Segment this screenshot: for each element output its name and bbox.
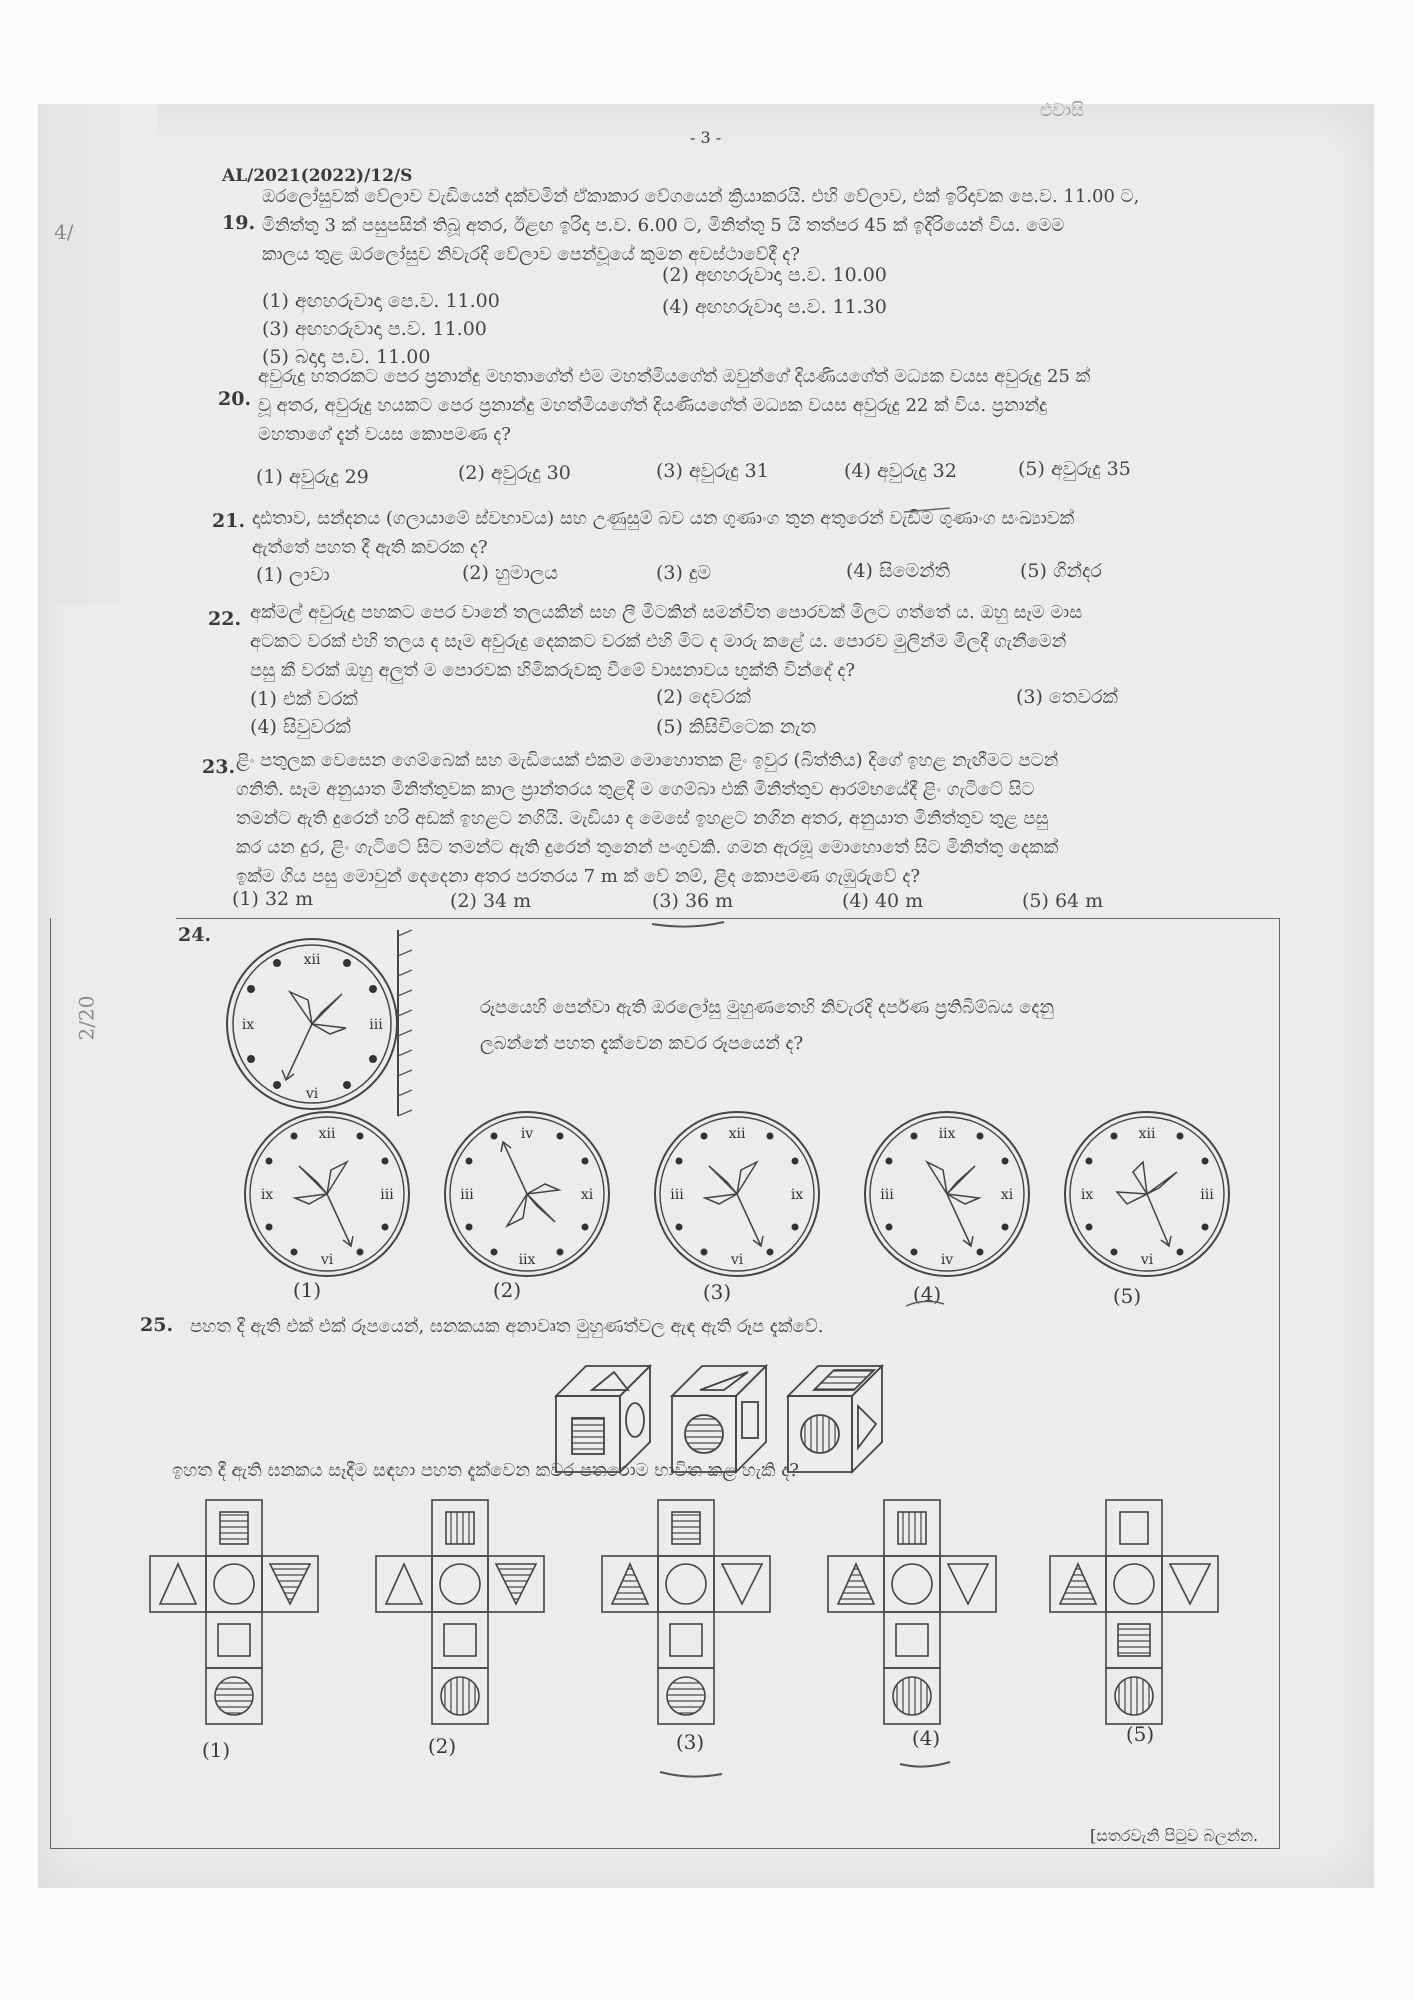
option: (1) අවුරුදු 29 (256, 466, 369, 488)
option: (4) සිමෙන්ති (846, 560, 951, 582)
option: (2) දෙවරක් (656, 686, 751, 708)
clock-numeral: xii (303, 952, 321, 968)
clock-numeral: iii (670, 1187, 684, 1203)
net-caption: (3) (675, 1730, 705, 1754)
clock-numeral: iix (518, 1252, 536, 1268)
question-number: 21. (212, 510, 246, 532)
option: (4) 40 m (842, 890, 924, 912)
clock-numeral: iii (380, 1187, 394, 1203)
page-number: - 3 - (690, 128, 722, 147)
option: (3) දුම (656, 562, 712, 584)
clock-numeral: iii (880, 1187, 894, 1203)
option: (5) කිසිවිටෙක නැත (656, 716, 816, 738)
option-caption: (5) (1112, 1284, 1142, 1308)
question-21-text: දෘඪතාව, සන්දනය (ගලායාමේ ස්වභාවය) සහ උණුසුම් බව යන ගුණාංග තුන අතුරෙන් වැඩිම ගුණාංග සංඛ්‍යාවක් ඇත්තේ පහත දී ඇති කවරක ද? (252, 508, 1075, 558)
clock-numeral: ix (1080, 1187, 1094, 1203)
clock-numeral: xii (1138, 1126, 1156, 1142)
paper-code: AL/2021(2022)/12/S (222, 166, 413, 186)
question-number: 23. (202, 756, 236, 778)
option: (3) 36 m (652, 890, 734, 912)
margin-note: 2/20 (74, 995, 99, 1041)
clock-numeral: iii (1200, 1187, 1214, 1203)
option: (2) 34 m (450, 890, 532, 912)
option: (5) බදාදා ප.ව. 11.00 (262, 346, 431, 368)
question-24-text: රූපයෙහි පෙන්වා ඇති ඔරලෝසු මුහුණතෙහි නිවැරදි දර්පණ ප්‍රතිබිම්බය දෙනු ලබන්නේ පහත දැක්වෙන කවර රූපයෙන් ද? (480, 997, 1054, 1054)
option: (1) 32 m (232, 888, 314, 910)
option: (5) ගින්දර (1020, 560, 1102, 582)
clock-numeral: ix (790, 1187, 804, 1203)
net-caption: (4) (911, 1726, 941, 1750)
option: (3) තෙවරක් (1016, 686, 1118, 708)
clock-numeral: vi (305, 1086, 319, 1102)
option: (4) සිවුවරක් (250, 716, 351, 738)
clock-numeral: iv (520, 1126, 534, 1142)
option: (4) අවුරුදු 32 (844, 460, 957, 482)
clock-numeral: ix (241, 1017, 255, 1033)
top-stamp: ළුවාසි (1040, 100, 1084, 121)
question-number: 24. (178, 924, 212, 946)
net-caption: (5) (1125, 1722, 1155, 1746)
clock-numeral: ix (260, 1187, 274, 1203)
option-caption: (1) (292, 1278, 322, 1302)
question-19-text: ඔරලෝසුවක් වේලාව වැඩියෙන් දක්වමින් ඒකාකාර වේගයෙන් ක්‍රියාකරයි. එහි වේලාව, එක් ඉරිදාවක පෙ.ව. 11.00 ට, මිනිත්තු 3 ක් පසුපසින් තිබූ අතර, ඊළඟ ඉරිදා ප.ව. 6.00 ට, මිනිත්තු 5 යි තත්පර 45 ක් ඉදිරියෙන් විය. මෙම කාලය තුළ ඔරලෝසුව නිවැරදි වේලාව පෙන්වූයේ කුමන අවස්ථාවේදී ද? (262, 186, 1140, 265)
question-20-text: අවුරුදු හතරකට පෙර ප්‍රනාන්දු මහතාගේත් එම මහත්මියගේත් ඔවුන්ගේ දියණියගේත් මධ්‍යක වයස අවුරුදු 25 ක් වූ අතර, අවුරුදු හයකට පෙර ප්‍රනාන්දු මහත්මියගේත් දියණියගේත් මධ්‍යක වයස අවුරුදු 22 ක් විය. ප්‍රනාන්දු මහතාගේ දැන් වයස කොපමණ ද? (258, 366, 1091, 445)
clock-numeral: iix (938, 1126, 956, 1142)
clock-numeral: vi (730, 1252, 744, 1268)
clock-numeral: vi (320, 1252, 334, 1268)
option-caption: (4) (912, 1282, 942, 1306)
option: (1) අඟහරුවාදා පෙ.ව. 11.00 (262, 290, 500, 312)
question-number: 25. (140, 1314, 174, 1336)
question-23-text: ළිං පතුලක වෙසෙන ගෙම්බෙක් සහ මැඩියෙක් එකම මොහොතක ළිං ඉවුර (බිත්තිය) දිගේ ඉහළ නැඟීමට පටන් ගනිති. සෑම අනුයාත මිනිත්තුවක කාල ප්‍රාන්තරය තුළදී ම ගෙම්බා එකී මිනිත්තුව ආරම්භයේදී ළිං ගැටිටේ සිට තමන්ට ඇති දුරෙන් හරි අඩක් ඉහළට නගියි. මැඩියා ද මෙසේ ඉහළට නගින අතර, අනුයාත මිනිත්තුව තුළ පසු කර යන දුර, ළිං ගැටිටේ සිට තමන්ට ඇති දුරෙන් තුනෙන් පංගුවකි. ගමන ඇරඹූ මොහොතේ සිට මිනිත්තු දෙකක් ඉක්ම ගිය පසු මොවුන් දෙදෙනා අතර පරතරය 7 m ක් වේ නම්, ළිද කොපමණ ගැඹුරුවේ ද? (236, 750, 1059, 887)
option: (5) 64 m (1022, 890, 1104, 912)
option: (4) අඟහරුවාදා ප.ව. 11.30 (662, 296, 887, 318)
option: (3) අවුරුදු 31 (656, 460, 769, 482)
question-25-line2: ඉහත දී ඇති ඝනකය සෑදීම සඳහා පහත දැක්වෙන කවර පතරොම භාවිත කළ හැකි ද? (172, 1460, 799, 1481)
clock-numeral: xii (728, 1126, 746, 1142)
margin-mark: 4/ (54, 220, 74, 244)
option: (5) අවුරුදු 35 (1018, 458, 1131, 480)
option: (2) හුමාලය (462, 562, 558, 584)
question-number: 19. (222, 212, 256, 234)
net-caption: (1) (201, 1738, 231, 1762)
option: (1) ලාවා (256, 564, 330, 586)
option-caption: (3) (702, 1280, 732, 1304)
option: (2) අඟහරුවාදා ප.ව. 10.00 (662, 264, 887, 286)
clock-numeral: iii (369, 1017, 383, 1033)
clock-numeral: xi (580, 1187, 594, 1203)
option: (2) අවුරුදු 30 (458, 462, 571, 484)
net-caption: (2) (427, 1734, 457, 1758)
question-number: 20. (218, 388, 252, 410)
clock-numeral: xii (318, 1126, 336, 1142)
clock-numeral: xi (1000, 1187, 1014, 1203)
option: (3) අඟහරුවාදා ප.ව. 11.00 (262, 318, 487, 340)
question-25-line1: පහත දී ඇති එක් එක් රූපයෙන්, ඝනකයක අනාවෘත මුහුණත්වල ඇඳ ඇති රූප දැක්වේ. (190, 1316, 824, 1337)
clock-numeral: iv (940, 1252, 954, 1268)
option-caption: (2) (492, 1278, 522, 1302)
clock-numeral: iii (460, 1187, 474, 1203)
question-number: 22. (208, 608, 242, 630)
clock-numeral: vi (1140, 1252, 1154, 1268)
page-footer: [සතරවැනි පිටුව බලන්න. (1090, 1826, 1259, 1845)
question-22-text: අක්මල් අවුරුදු පහකට පෙර වානේ තලයකින් සහ ලී මිටකින් සමන්විත පොරවක් මිලට ගත්තේ ය. ඔහු සෑම මාස අටකට වරක් එහි තලය ද සෑම අවුරුදු දෙකකට වරක් එහි මිට ද මාරු කළේ ය. පොරව මුලින්ම මිලදී ගැනීමෙන් පසු කී වරක් ඔහු අලුත් ම පොරවක හිමිකරුවකු වීමේ වාසනාවය භුක්ති වින්දේ ද? (250, 602, 1083, 681)
option: (1) එක් වරක් (250, 688, 358, 710)
